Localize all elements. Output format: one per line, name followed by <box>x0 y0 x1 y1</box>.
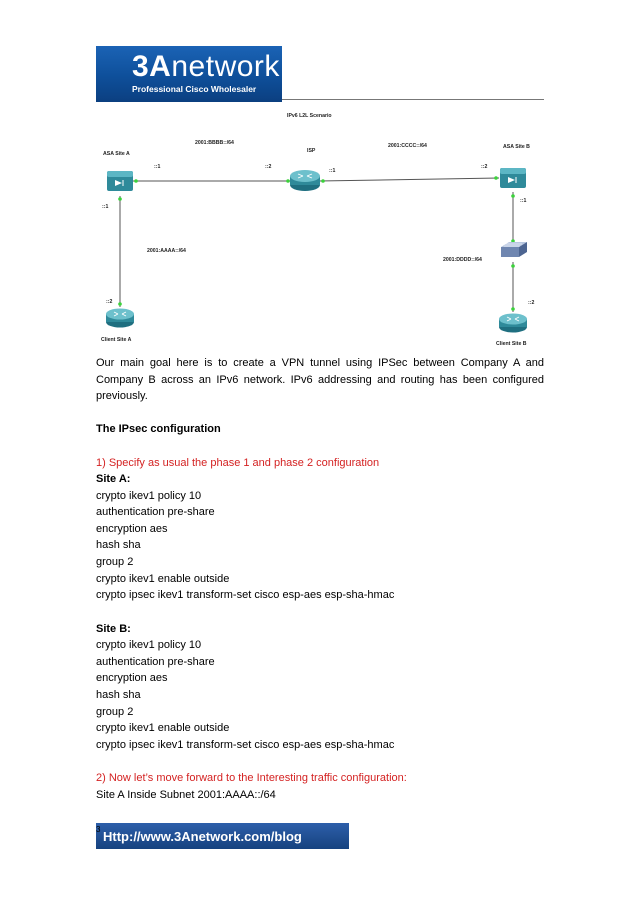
diagram-title: IPv6 L2L Scenario <box>287 113 332 119</box>
config-line: crypto ikev1 policy 10 <box>96 639 202 651</box>
label-asa-site-a: ASA Site A <box>103 151 130 157</box>
client-site-b-icon <box>499 314 527 333</box>
port-client-a-up: ::2 <box>106 299 113 305</box>
config-line: crypto ikev1 enable outside <box>96 573 230 585</box>
port-dot <box>118 302 122 306</box>
config-line: hash sha <box>96 689 141 701</box>
config-line: crypto ikev1 policy 10 <box>96 490 202 502</box>
asa-site-b-icon <box>500 168 526 188</box>
logo-title: 3Anetwork <box>132 50 280 83</box>
port-dot <box>134 179 138 183</box>
section-heading: The IPsec configuration <box>96 423 221 435</box>
label-net-cccc: 2001:CCCC::/64 <box>388 143 427 149</box>
config-line: crypto ipsec ikev1 transform-set cisco esp-aes esp-sha-hmac <box>96 589 395 601</box>
link-isp-asa-b <box>319 178 499 181</box>
port-asa-b-down: ::1 <box>520 198 527 204</box>
config-line: encryption aes <box>96 672 168 684</box>
page-number: 3 <box>96 825 101 834</box>
logo-subtitle: Professional Cisco Wholesaler <box>132 84 257 94</box>
label-net-dddd: 2001:DDDD::/64 <box>443 257 482 263</box>
step-1-heading: 1) Specify as usual the phase 1 and phase 2 configuration <box>96 457 380 469</box>
port-isp-right: ::1 <box>329 168 336 174</box>
switch-icon <box>501 242 527 257</box>
site-b-label: Site B: <box>96 623 131 635</box>
config-line: encryption aes <box>96 523 168 535</box>
port-dot <box>494 176 498 180</box>
label-net-aaaa: 2001:AAAA::/64 <box>147 248 186 254</box>
client-site-a-icon <box>106 309 134 328</box>
port-isp-left: ::2 <box>265 164 272 170</box>
isp-router-icon <box>290 170 320 191</box>
port-dot <box>511 307 515 311</box>
port-asa-b-left: ::2 <box>481 164 488 170</box>
label-net-bbbb: 2001:BBBB::/64 <box>195 140 234 146</box>
label-asa-site-b: ASA Site B <box>503 144 530 150</box>
subnet-line: Site A Inside Subnet 2001:AAAA::/64 <box>96 789 276 801</box>
port-dot <box>511 264 515 268</box>
port-asa-a-down: ::1 <box>102 204 109 210</box>
config-line: authentication pre-share <box>96 656 215 668</box>
label-client-site-a: Client Site A <box>101 337 132 343</box>
port-dot <box>511 194 515 198</box>
config-line: crypto ipsec ikev1 transform-set cisco esp-aes esp-sha-hmac <box>96 739 395 751</box>
step-2-heading: 2) Now let’s move forward to the Interesting traffic configuration: <box>96 772 407 784</box>
config-line: hash sha <box>96 539 141 551</box>
label-client-site-b: Client Site B <box>496 341 527 347</box>
footer-banner[interactable] <box>96 823 349 849</box>
site-a-label: Site A: <box>96 473 131 485</box>
port-dot <box>321 179 325 183</box>
port-dot <box>118 197 122 201</box>
port-asa-a-right: ::1 <box>154 164 161 170</box>
header-rule <box>282 99 544 100</box>
footer-url[interactable]: Http://www.3Anetwork.com/blog <box>103 829 302 844</box>
port-client-b-up: ::2 <box>528 300 535 306</box>
config-line: authentication pre-share <box>96 506 215 518</box>
company-logo <box>96 46 282 102</box>
asa-site-a-icon <box>107 171 133 191</box>
network-diagram <box>92 104 554 350</box>
config-line: crypto ikev1 enable outside <box>96 722 230 734</box>
config-line: group 2 <box>96 706 134 718</box>
port-dot <box>286 179 290 183</box>
config-line: group 2 <box>96 556 134 568</box>
intro-paragraph: Our main goal here is to create a VPN tunnel using IPSec between Company A and Company B across an IPv6 network. IPv6 addressing and routing has been configured previously. <box>96 357 544 402</box>
label-isp: ISP <box>307 148 316 154</box>
